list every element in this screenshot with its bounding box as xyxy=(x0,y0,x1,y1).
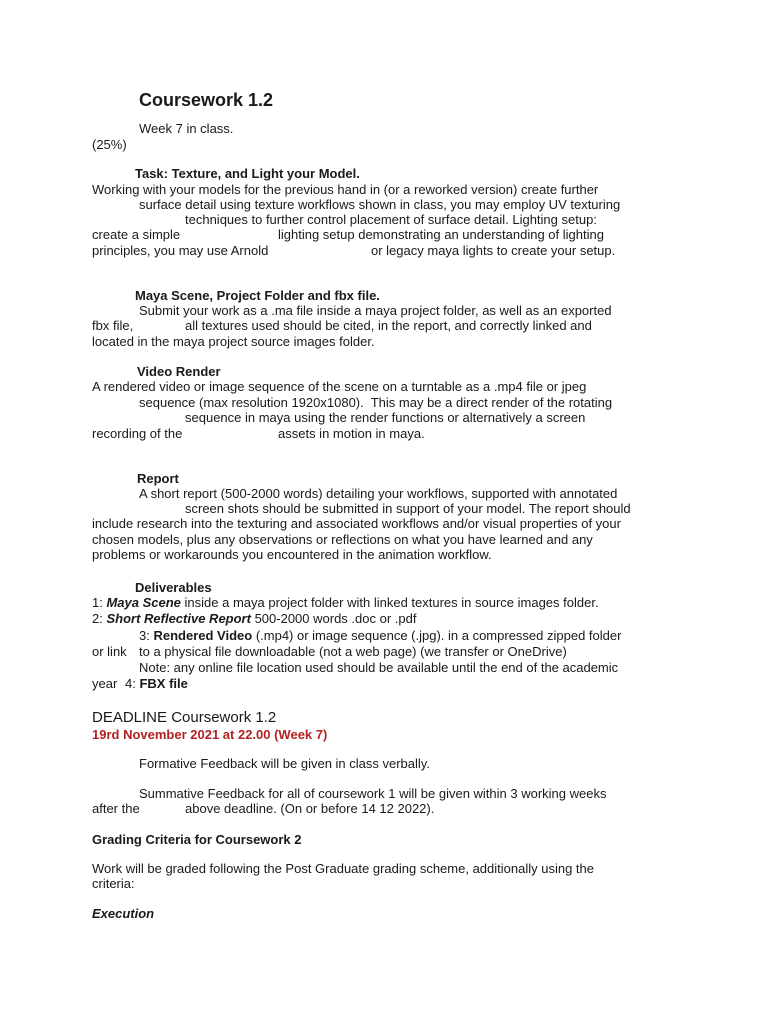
deliverable-item-2 xyxy=(92,611,416,626)
task-heading: Task: Texture, and Light your Model. xyxy=(135,166,360,181)
task-line: techniques to further control placement of surface detail. Lighting setup: xyxy=(185,212,597,227)
item-number: 2: xyxy=(92,611,107,626)
task-line: surface detail using texture workflows shown in class, you may employ UV texturing xyxy=(139,197,621,212)
report-line: chosen models, plus any observations or reflections on what you have learned and any xyxy=(92,532,593,547)
deadline-date: 19rd November 2021 at 22.00 (Week 7) xyxy=(92,727,328,742)
deliverable-note-cont: year xyxy=(92,676,118,691)
deliverable-item-4 xyxy=(125,676,188,691)
formative-feedback-text: Formative Feedback will be given in class verbally. xyxy=(139,756,430,771)
execution-heading: Execution xyxy=(92,906,155,921)
summative-feedback-text: above deadline. (On or before 14 12 2022). xyxy=(185,801,435,816)
item-title: Maya Scene xyxy=(106,595,181,610)
maya-scene-line: Submit your work as a .ma file inside a maya project folder, as well as an exported xyxy=(139,303,612,318)
item-text: 500-2000 words .doc or .pdf xyxy=(250,611,417,626)
weight-text: (25%) xyxy=(92,137,127,152)
report-heading: Report xyxy=(137,471,179,486)
report-line: A short report (500-2000 words) detailing your workflows, supported with annotated xyxy=(139,486,618,501)
video-line: A rendered video or image sequence of the scene on a turntable as a .mp4 file or jpeg xyxy=(92,379,587,394)
item-text: (.mp4) or image sequence (.jpg). in a compressed zipped folder xyxy=(252,628,622,643)
maya-scene-line: located in the maya project source images folder. xyxy=(92,334,375,349)
task-line: or legacy maya lights to create your setup. xyxy=(371,243,616,258)
report-line: include research into the texturing and associated workflows and/or visual properties of your xyxy=(92,516,621,531)
page-title: Coursework 1.2 xyxy=(139,90,274,110)
maya-scene-line: all textures used should be cited, in the report, and correctly linked and xyxy=(185,318,592,333)
deliverable-note: Note: any online file location used should be available until the end of the academic xyxy=(139,660,619,675)
item-title: Short Reflective Report xyxy=(106,611,251,626)
video-heading: Video Render xyxy=(137,364,221,379)
item-number: 1: xyxy=(92,595,107,610)
deliverable-item-3-cont: to a physical file downloadable (not a web page) (we transfer or OneDrive) xyxy=(139,644,567,659)
grading-text: Work will be graded following the Post Graduate grading scheme, additionally using the xyxy=(92,861,594,876)
deliverable-item-1 xyxy=(92,595,599,610)
grading-heading: Grading Criteria for Coursework 2 xyxy=(92,832,302,847)
deliverable-item-3 xyxy=(139,628,621,643)
item-text: inside a maya project folder with linked textures in source images folder. xyxy=(180,595,599,610)
task-line: lighting setup demonstrating an understanding of lighting xyxy=(278,227,604,242)
maya-scene-line: fbx file, xyxy=(92,318,134,333)
item-number: 3: xyxy=(139,628,154,643)
report-line: screen shots should be submitted in support of your model. The report should xyxy=(185,501,631,516)
video-line: recording of the xyxy=(92,426,183,441)
deadline-heading: DEADLINE Coursework 1.2 xyxy=(92,709,277,726)
video-line: assets in motion in maya. xyxy=(278,426,425,441)
item-title: Rendered Video xyxy=(153,628,253,643)
video-line: sequence in maya using the render functions or alternatively a screen xyxy=(185,410,586,425)
video-line: sequence (max resolution 1920x1080). This may be a direct render of the rotating xyxy=(139,395,613,410)
item-title: FBX file xyxy=(139,676,188,691)
task-line: Working with your models for the previous hand in (or a reworked version) create further xyxy=(92,182,599,197)
task-line: create a simple xyxy=(92,227,181,242)
week-text: Week 7 in class. xyxy=(139,121,234,136)
item-number: 4: xyxy=(125,676,140,691)
task-line: principles, you may use Arnold xyxy=(92,243,269,258)
deliverables-heading: Deliverables xyxy=(135,580,212,595)
maya-scene-heading: Maya Scene, Project Folder and fbx file. xyxy=(135,288,380,303)
report-line: problems or workarounds you encountered in the animation workflow. xyxy=(92,547,492,562)
summative-feedback-text: Summative Feedback for all of coursework 1 will be given within 3 working weeks xyxy=(139,786,607,801)
deliverable-item-3-cont: or link xyxy=(92,644,127,659)
grading-text: criteria: xyxy=(92,876,135,891)
summative-feedback-text: after the xyxy=(92,801,140,816)
